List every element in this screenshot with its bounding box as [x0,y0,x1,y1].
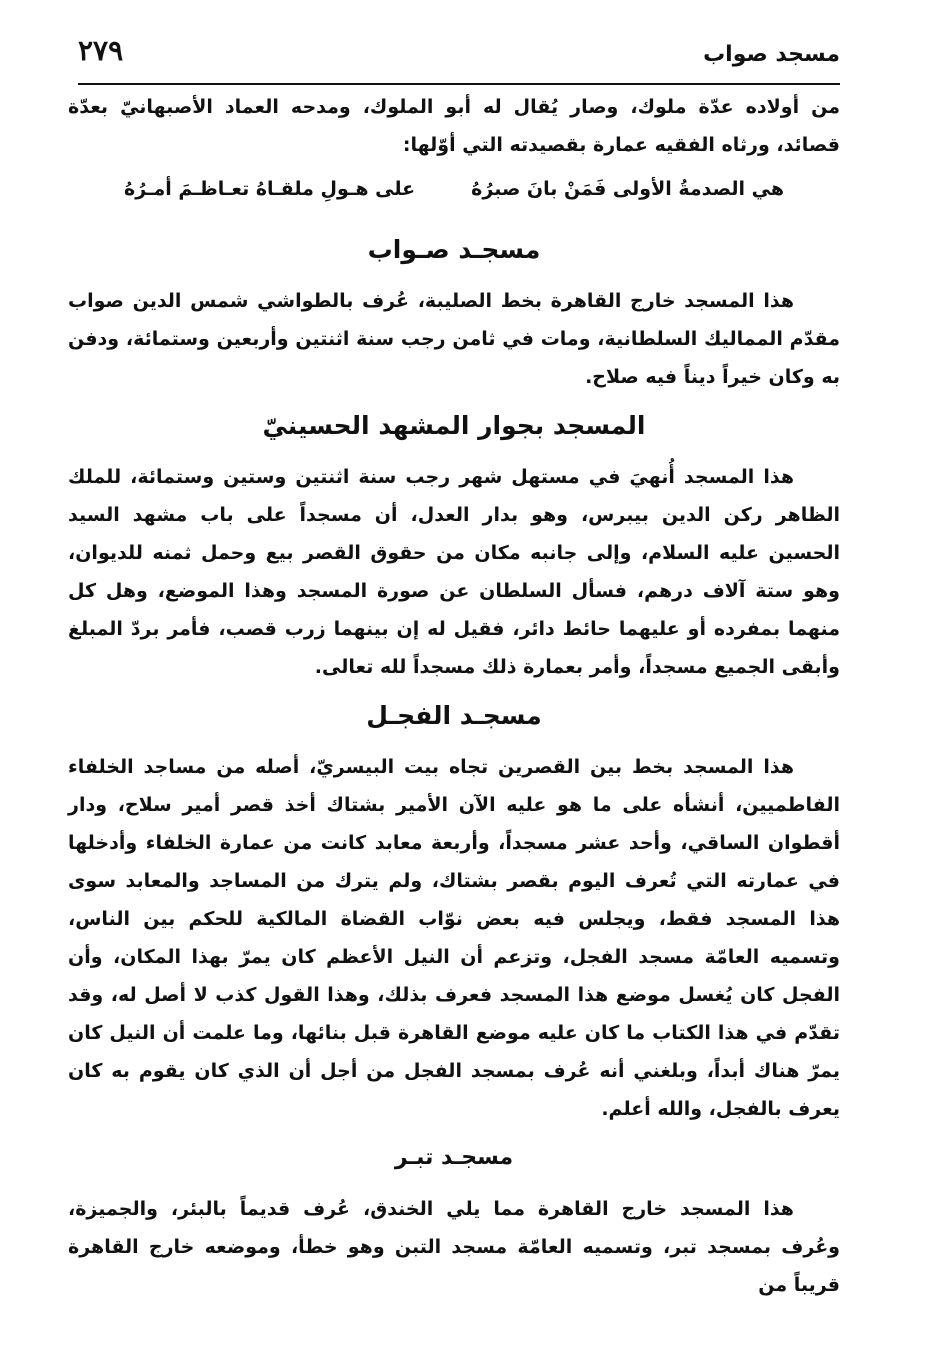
verse-first-hemistich: هي الصدمةُ الأولى فَمَنْ بانَ صبرُهُ [471,178,784,200]
section-title-masjid-husayni: المسجد بجوار المشهد الحسينيّ [262,411,646,440]
intro-paragraph: من أولاده عدّة ملوك، وصار يُقال له أبو الملوك، ومدحه العماد الأصبهانيّ بعدّة قصائد، ورثاه الفقيه عمارة بقصيدته التي أوّلها: [68,96,840,156]
section-title-masjid-tibr: مسجـد تبـر [394,1145,514,1170]
poem-verse [68,164,840,220]
header-rule [78,83,840,85]
section-body-masjid-husayni: هذا المسجد أُنهيَ في مستهل شهر رجب سنة اثنتين وستين وستمائة، للملك الظاهر ركن الدين بيبرس، وهو بدار العدل، أن مسجداً على باب مشهد السيد الحسين عليه السلام، وإلى جانبه مكان من حقوق القصر بيع وحمل ثمنه للديوان، وهو ستة آلاف درهم، فسأل السلطان عن صورة المسجد وهذا الموضع، وهل كل منهما بمفرده أو عليهما حائط دائر، فقيل له إن بينهما زرب قصب، فأمر بردّ المبلغ وأبقى الجميع مسجداً، وأمر بعمارة ذلك مسجداً لله تعالى. [68,466,840,678]
running-title: مسجد صواب [703,42,840,67]
page-body [68,88,840,1304]
section-body-masjid-tibr: هذا المسجد خارج القاهرة مما يلي الخندق، عُرف قديماً بالبئر، والجميزة، وعُرف بمسجد تبر، وتسميه العامّة مسجد التبن وهو خطأ، وموضعه خارج القاهرة قريباً من [68,1198,840,1296]
page-number: ٢٧٩ [78,34,124,67]
section-body-masjid-fujl: هذا المسجد بخط بين القصرين تجاه بيت البيسريّ، أصله من مساجد الخلفاء الفاطميين، أنشأه على ما هو عليه الآن الأمير بشتاك أخذ قصر أمير سلاح، ودار أقطوان الساقي، وأحد عشر مسجداً، وأربعة معابد كانت من عمارة الخلفاء وأدخلها في عمارته التي تُعرف اليوم بقصر بشتاك، ولم يترك من المساجد والمعابد سوى هذا المسجد فقط، ويجلس فيه بعض نوّاب القضاة المالكية للحكم بين الناس، وتسميه العامّة مسجد الفجل، وتزعم أن النيل الأعظم كان يمرّ بهذا المكان، وأن الفجل كان يُغسل موضع هذا المسجد فعرف بذلك، وهذا القول كذب لا أصل له، وقد تقدّم في هذا الكتاب ما كان عليه موضع القاهرة قبل بنائها، وما علمت أن النيل كان يمرّ هناك أبداً، وبلغني أنه عُرف بمسجد الفجل من أجل أن الذي كان يقوم به كان يعرف بالفجل، والله أعلم. [68,756,840,1120]
section-title-masjid-fujl: مسجـد الفجـل [366,701,542,730]
verse-second-hemistich: على هـولِ ملقـاهُ تعـاظـمَ أمـرُهُ [124,178,416,200]
section-title-masjid-sawab: مسجـد صـواب [367,235,541,264]
section-body-masjid-sawab: هذا المسجد خارج القاهرة بخط الصليبة، عُرف بالطواشي شمس الدين صواب مقدّم المماليك السلطانية، ومات في ثامن رجب سنة اثنتين وأربعين وستمائة، ودفن به وكان خيراً ديناً فيه صلاح. [68,290,840,388]
page-header [78,28,840,80]
